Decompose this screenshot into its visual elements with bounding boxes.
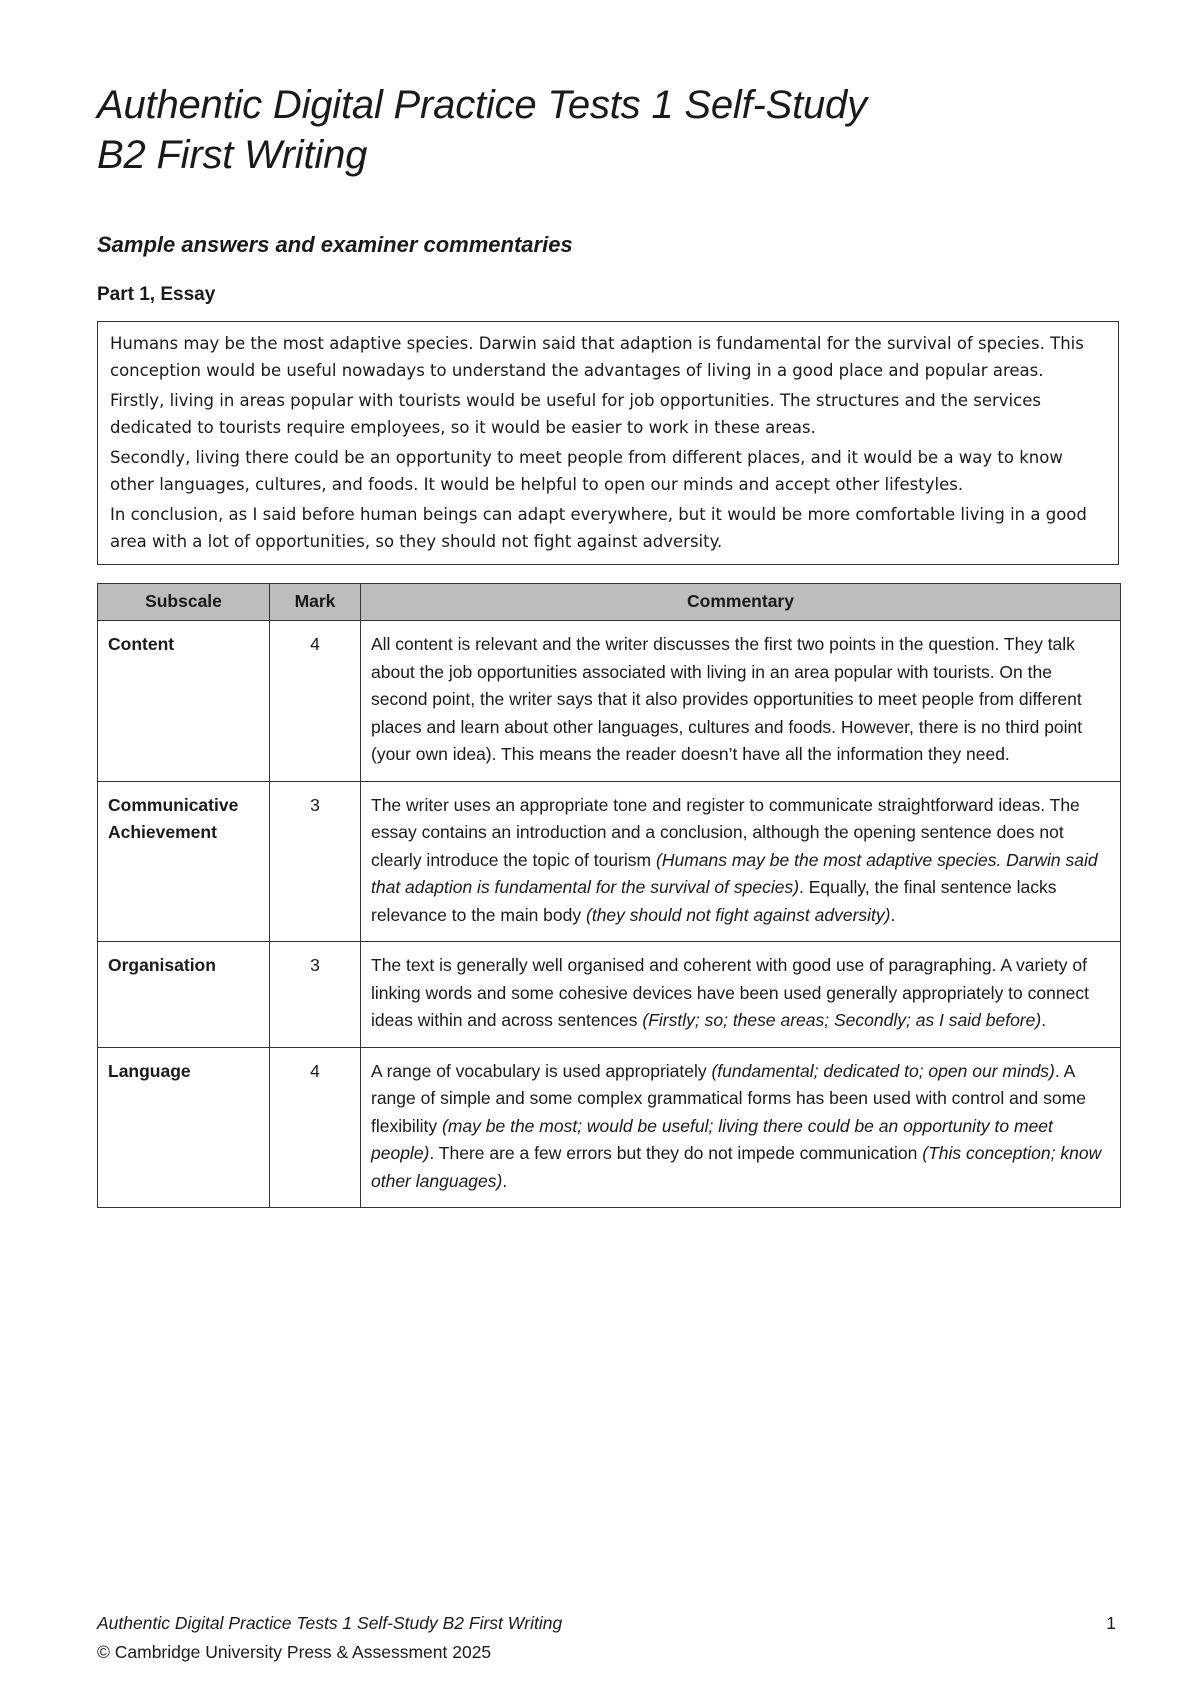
commentary-text: . A range of simple and some complex grammatical forms has been used with control and some flexibility (371, 1060, 1086, 1136)
footer-copyright: © Cambridge University Press & Assessment 2025 (97, 1642, 492, 1662)
commentary-text: . Equally, the final sentence lacks relevance to the main body (371, 877, 1057, 925)
commentary-text: All content is relevant and the writer discusses the first two points in the question. They talk about the job opportunities associated with living in an area popular with tourists. On the second point, the writer says that it also provides opportunities to meet people from different places and learn about other languages, cultures and foods. However, there is no third point (your own idea). This means the reader doesn’t have all the information they need. (371, 634, 1083, 764)
commentary-cell (361, 1047, 1121, 1208)
commentary-text: . (502, 1170, 508, 1191)
part-heading: Part 1, Essay (97, 284, 216, 305)
commentary-text: . (1041, 1010, 1047, 1030)
mark-cell: 4 (270, 1047, 361, 1208)
quoted-example: (Firstly; so; these areas; Secondly; as I said before) (642, 1010, 1042, 1030)
commentary-text: The writer uses an appropriate tone and register to communicate straightforward ideas. The essay contains an introduction and a conclusion, although the opening sentence does not clearly introduce the topic of tourism (371, 794, 1080, 870)
page-number: 1 (1106, 1613, 1116, 1633)
subscale-cell: Content (98, 621, 270, 782)
header-subscale: Subscale (98, 584, 270, 621)
commentary-text: A range of vocabulary is used appropriately (371, 1060, 712, 1081)
commentary-text: The text is generally well organised and coherent with good use of paragraphing. A variety of linking words and some cohesive devices have been used generally appropriately to connect ideas within and across sentences (371, 955, 1089, 1030)
essay-paragraph: In conclusion, as I said before human beings can adapt everywhere, but it would be more comfortable living in a good area with a lot of opportunities, so they should not fight against adversity. (110, 505, 1087, 551)
quoted-example: (Humans may be the most adaptive species. Darwin said that adaption is fundamental for the survival of species) (371, 849, 1098, 897)
document-page (97, 80, 1119, 1208)
page-footer (97, 1609, 1119, 1667)
document-title (97, 80, 1119, 180)
table-row (98, 1047, 1121, 1208)
commentary-cell (361, 621, 1121, 782)
title-line-1: Authentic Digital Practice Tests 1 Self-Study (97, 83, 867, 127)
table-row (98, 781, 1121, 942)
quoted-example: (may be the most; would be useful; living there could be an opportunity to meet people) (371, 1115, 1053, 1163)
commentary-text: . (890, 904, 896, 925)
essay-paragraph: Humans may be the most adaptive species. Darwin said that adaption is fundamental for the survival of species. This conception would be useful nowadays to understand the advantages of living in a good place and popular areas. (110, 334, 1084, 380)
mark-cell: 3 (270, 781, 361, 942)
mark-cell: 3 (270, 942, 361, 1048)
footer-title: Authentic Digital Practice Tests 1 Self-Study B2 First Writing (97, 1613, 563, 1633)
table-header-row (98, 584, 1121, 621)
quoted-example: (fundamental; dedicated to; open our minds) (711, 1060, 1055, 1081)
subscale-cell: Organisation (98, 942, 270, 1048)
commentary-text: . There are a few errors but they do not impede communication (429, 1143, 923, 1163)
header-mark: Mark (270, 584, 361, 621)
quoted-example: (This conception; know other languages) (371, 1143, 1102, 1191)
table-row (98, 942, 1121, 1048)
table-row (98, 621, 1121, 782)
title-line-2: B2 First Writing (97, 133, 368, 177)
section-subtitle: Sample answers and examiner commentaries (97, 232, 573, 257)
commentary-cell (361, 942, 1121, 1048)
subscale-cell: Language (98, 1047, 270, 1208)
commentary-cell (361, 781, 1121, 942)
mark-cell: 4 (270, 621, 361, 782)
essay-paragraph: Firstly, living in areas popular with tourists would be useful for job opportunities. The structures and the services dedicated to tourists require employees, so it would be easier to work in these areas. (110, 391, 1041, 437)
subscale-cell: Communicative Achievement (98, 781, 270, 942)
quoted-example: (they should not fight against adversity) (586, 904, 891, 925)
header-commentary: Commentary (361, 584, 1121, 621)
essay-box (97, 321, 1119, 565)
essay-paragraph: Secondly, living there could be an opportunity to meet people from different places, and it would be a way to know other languages, cultures, and foods. It would be helpful to open our minds and accept other lifestyles. (110, 448, 1063, 494)
assessment-table (97, 583, 1121, 1208)
